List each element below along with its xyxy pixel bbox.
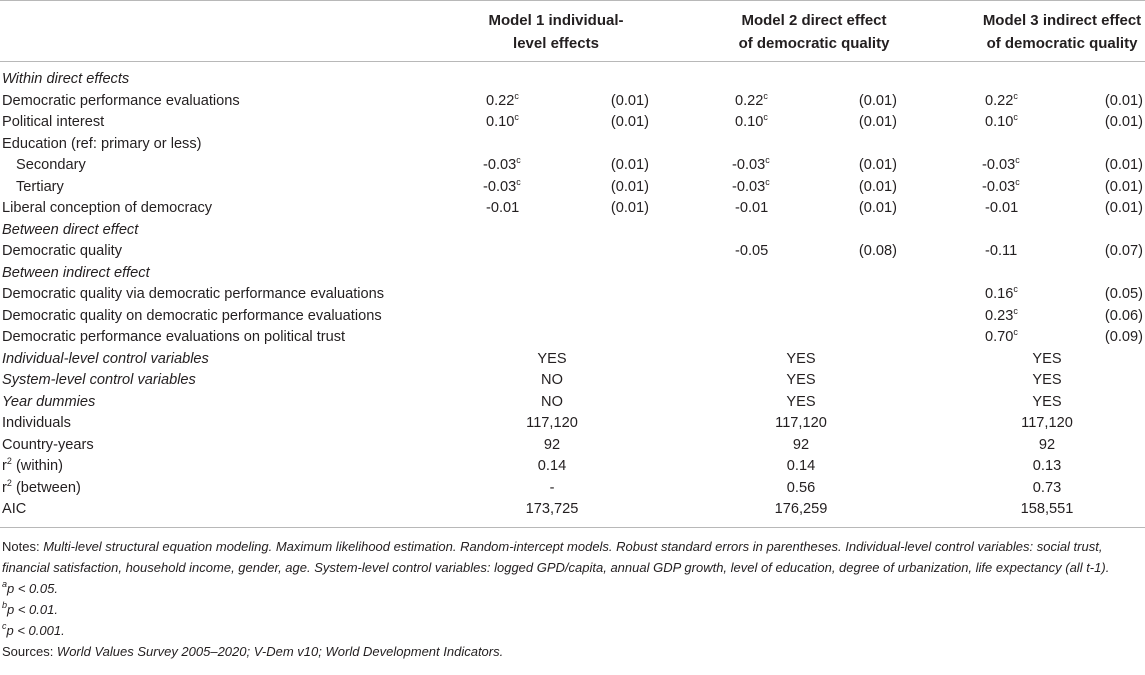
header-rule: [0, 61, 1145, 62]
coef-m2: 0.10$^c$: [735, 112, 768, 130]
value-m1: YES: [537, 350, 567, 367]
table-row: [0, 284, 1145, 306]
footnote-c: $^c$p < 0.001.: [2, 621, 65, 638]
value-m2: YES: [786, 372, 816, 388]
row-label: Individual-level control variables: [2, 350, 209, 367]
coef-m2: -0.05: [735, 243, 769, 259]
coef-m3: 0.70$^c$: [985, 327, 1018, 345]
value-m2: 0.56: [786, 479, 816, 496]
row-label: Democratic quality on democratic performance evaluations: [2, 307, 382, 324]
se-m3: (0.01): [1104, 114, 1143, 130]
value-m3: YES: [1032, 372, 1062, 388]
header-model-2-line-2: of democratic quality: [738, 35, 890, 52]
value-m3: YES: [1032, 350, 1062, 367]
row-label: System-level control variables: [2, 372, 196, 388]
coef-m1: 0.22$^c$: [486, 90, 519, 109]
header-model-2: [730, 9, 898, 55]
se-m3: (0.09): [1104, 329, 1143, 345]
value-m1: -: [549, 479, 555, 496]
bottom-rule: [0, 527, 1145, 528]
sources-line: Sources: World Values Survey 2005–2020; V-Dem v10; World Development Indicators.: [2, 644, 504, 659]
row-label: Education (ref: primary or less): [2, 135, 202, 152]
table-row: [0, 478, 1145, 500]
value-m3: YES: [1032, 393, 1062, 410]
se-m1: (0.01): [610, 178, 649, 195]
coef-m3: -0.03$^c$: [982, 155, 1020, 173]
coef-m2: -0.03$^c$: [732, 176, 770, 195]
value-m3: 0.73: [1032, 479, 1062, 496]
row-label: Country-years: [2, 436, 94, 453]
row-label: Liberal conception of democracy: [2, 200, 213, 216]
value-m1: 173,725: [525, 501, 579, 517]
table-row: [0, 134, 1145, 156]
header-model-1-line-1: Model 1 individual-: [488, 12, 624, 29]
header-model-1: [486, 9, 626, 55]
table-row: [0, 112, 1145, 134]
row-label: Tertiary: [16, 178, 64, 195]
value-m2: 92: [792, 436, 810, 453]
coef-m1: -0.01: [486, 200, 520, 216]
section-within-direct: [0, 69, 1145, 91]
table-row: [0, 413, 1145, 435]
table-row: [0, 456, 1145, 478]
value-m3: 92: [1038, 436, 1056, 453]
value-m1: 92: [543, 436, 561, 453]
row-label: Democratic performance evaluations: [2, 92, 240, 109]
coef-m1: -0.03$^c$: [483, 176, 521, 195]
value-m1: NO: [541, 393, 563, 410]
value-m2: 176,259: [774, 501, 828, 517]
coef-m2: 0.22$^c$: [735, 90, 768, 109]
header-model-3: [976, 9, 1145, 55]
coef-m3: -0.11: [985, 243, 1018, 259]
header-model-3-line-2: of democratic quality: [986, 35, 1138, 52]
se-m2: (0.01): [858, 178, 897, 195]
se-m2: (0.01): [858, 200, 897, 216]
table-row: [0, 91, 1145, 113]
se-m2: (0.01): [858, 114, 897, 130]
notes-paragraph: Notes: Multi-level structural equation modeling. Maximum likelihood estimation. Random-intercept models. Robust standard errors in parentheses. Individual-level control variables: social trust, financial satisfaction, household income, gender, age. System-level control variables: logged GPD/capita, annual GDP growth, level of education, degree of urbanization, life expectancy (all t-1).: [2, 539, 1110, 575]
footnote-a: $^a$p < 0.05.: [2, 579, 58, 596]
value-m2: YES: [786, 350, 816, 367]
coef-m3: 0.16$^c$: [985, 284, 1018, 302]
coef-m1: -0.03$^c$: [483, 155, 521, 173]
se-m1: (0.01): [610, 157, 649, 173]
se-m3: (0.01): [1104, 92, 1143, 109]
value-m3: 158,551: [1020, 501, 1074, 517]
section-label: Between indirect effect: [2, 264, 150, 281]
coef-m2: -0.01: [735, 200, 769, 216]
se-m1: (0.01): [610, 114, 649, 130]
row-label: Year dummies: [2, 393, 96, 410]
row-label: $r^2$ (between): [2, 477, 81, 496]
se-m3: (0.01): [1104, 200, 1143, 216]
se-m3: (0.06): [1104, 307, 1143, 324]
section-label: Within direct effects: [2, 71, 130, 87]
coef-m3: -0.03$^c$: [982, 176, 1020, 195]
table-row: [0, 349, 1145, 371]
se-m3: (0.05): [1104, 286, 1143, 302]
value-m1: 0.14: [537, 458, 567, 474]
se-m3: (0.07): [1104, 243, 1143, 259]
se-m3: (0.01): [1104, 178, 1143, 195]
se-m3: (0.01): [1104, 157, 1143, 173]
table-row: [0, 435, 1145, 457]
section-between-indirect: [0, 263, 1145, 285]
row-label: Political interest: [2, 114, 105, 130]
header-model-1-line-2: level effects: [513, 35, 599, 52]
coef-m3: -0.01: [985, 200, 1019, 216]
se-m1: (0.01): [610, 92, 649, 109]
coef-m3: 0.22$^c$: [985, 90, 1018, 109]
table-row: [0, 306, 1145, 328]
top-rule: [0, 0, 1145, 1]
table-row: [0, 241, 1145, 263]
coef-m2: -0.03$^c$: [732, 155, 770, 173]
se-m2: (0.01): [858, 92, 897, 109]
se-m2: (0.01): [858, 157, 897, 173]
table-notes: [2, 536, 1142, 662]
row-label: Democratic performance evaluations on political trust: [2, 329, 346, 345]
value-m1: 117,120: [526, 415, 578, 431]
row-label: Individuals: [2, 415, 71, 431]
row-label: AIC: [2, 501, 27, 517]
footnote-b: $^b$p < 0.01.: [2, 600, 58, 617]
table-row: [0, 198, 1145, 220]
section-between-direct: [0, 220, 1145, 242]
se-m1: (0.01): [610, 200, 649, 216]
header-model-3-line-1: Model 3 indirect effect: [982, 12, 1142, 29]
value-m2: 117,120: [775, 415, 827, 431]
table-row: [0, 499, 1145, 521]
table-row: [0, 327, 1145, 349]
row-label: $r^2$ (within): [2, 456, 63, 474]
value-m3: 0.13: [1032, 458, 1062, 474]
coef-m3: 0.23$^c$: [985, 305, 1018, 324]
table-row: [0, 155, 1145, 177]
value-m2: YES: [786, 393, 816, 410]
value-m1: NO: [541, 372, 563, 388]
coef-m3: 0.10$^c$: [985, 112, 1018, 130]
se-m2: (0.08): [858, 243, 897, 259]
table-row: [0, 370, 1145, 392]
row-label: Democratic quality via democratic performance evaluations: [2, 286, 385, 302]
header-model-2-line-1: Model 2 direct effect: [741, 12, 887, 29]
coef-m1: 0.10$^c$: [486, 112, 519, 130]
value-m2: 0.14: [786, 458, 816, 474]
value-m3: 117,120: [1021, 415, 1073, 431]
table-row: [0, 177, 1145, 199]
row-label: Democratic quality: [2, 243, 123, 259]
row-label: Secondary: [16, 157, 86, 173]
table-row: [0, 392, 1145, 414]
section-label: Between direct effect: [2, 221, 139, 238]
